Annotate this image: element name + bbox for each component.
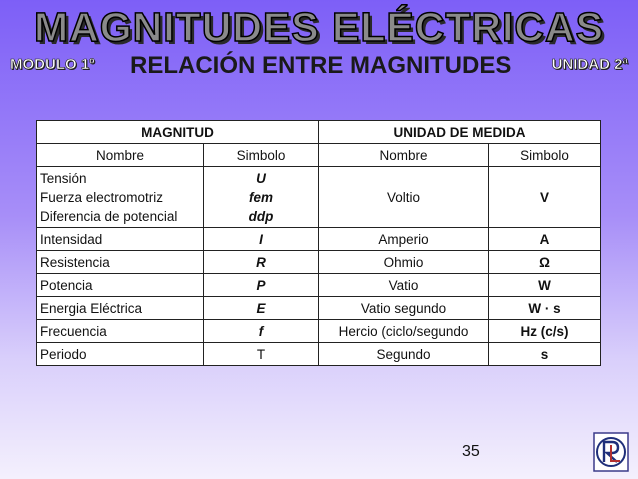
table-row [37, 251, 601, 274]
magnitude-symbol: R [204, 251, 319, 274]
magnitude-name: Tensión [40, 170, 87, 186]
unit-symbol: s [489, 343, 601, 366]
magnitude-name-cell [37, 167, 204, 228]
table-row [37, 274, 601, 297]
magnitude-symbol: T [204, 343, 319, 366]
unit-symbol: V [489, 167, 601, 228]
table-column-header-row [37, 144, 601, 167]
magnitude-name: Resistencia [37, 251, 204, 274]
column-header-unit-simbolo: Simbolo [489, 144, 601, 167]
magnitude-name: Intensidad [37, 228, 204, 251]
magnitude-symbol: E [204, 297, 319, 320]
magnitude-name: Potencia [37, 274, 204, 297]
unit-name: Segundo [319, 343, 489, 366]
table-row [37, 167, 601, 228]
group-header-unidad: UNIDAD DE MEDIDA [319, 121, 601, 144]
group-header-magnitud: MAGNITUD [37, 121, 319, 144]
page-title: MAGNITUDES ELÉCTRICAS [34, 4, 604, 50]
magnitude-name: Frecuencia [37, 320, 204, 343]
unit-symbol: W [489, 274, 601, 297]
column-header-simbolo: Simbolo [204, 144, 319, 167]
table-row [37, 320, 601, 343]
column-header-unit-nombre: Nombre [319, 144, 489, 167]
unit-name: Amperio [319, 228, 489, 251]
column-header-nombre: Nombre [37, 144, 204, 167]
magnitude-symbol: U [256, 170, 266, 186]
unit-name: Vatio [319, 274, 489, 297]
unit-symbol: W · s [489, 297, 601, 320]
magnitude-symbol: f [204, 320, 319, 343]
unit-label: UNIDAD 2ª [551, 56, 628, 73]
unit-symbol: A [489, 228, 601, 251]
magnitude-name: Diferencia de potencial [40, 208, 178, 224]
unit-symbol: Hz (c/s) [489, 320, 601, 343]
magnitude-symbol-cell [204, 167, 319, 228]
page-subtitle: RELACIÓN ENTRE MAGNITUDES [130, 52, 512, 79]
table-row [37, 343, 601, 366]
unit-name: Ohmio [319, 251, 489, 274]
unit-name: Vatio segundo [319, 297, 489, 320]
table-row [37, 297, 601, 320]
magnitude-symbol: fem [248, 189, 273, 205]
unit-name: Hercio (ciclo/segundo [319, 320, 489, 343]
magnitude-name: Periodo [37, 343, 204, 366]
unit-symbol: Ω [489, 251, 601, 274]
table-row [37, 228, 601, 251]
magnitude-symbol: I [204, 228, 319, 251]
page-number: 35 [462, 443, 480, 460]
magnitude-name: Fuerza electromotriz [40, 189, 164, 205]
magnitudes-table [36, 120, 601, 366]
table-group-header-row [37, 121, 601, 144]
unit-name: Voltio [319, 167, 489, 228]
rl-logo-icon [593, 432, 629, 472]
magnitude-symbol: ddp [248, 208, 274, 224]
module-label: MODULO 1º [10, 56, 95, 73]
magnitude-name: Energia Eléctrica [37, 297, 204, 320]
magnitude-symbol: P [204, 274, 319, 297]
